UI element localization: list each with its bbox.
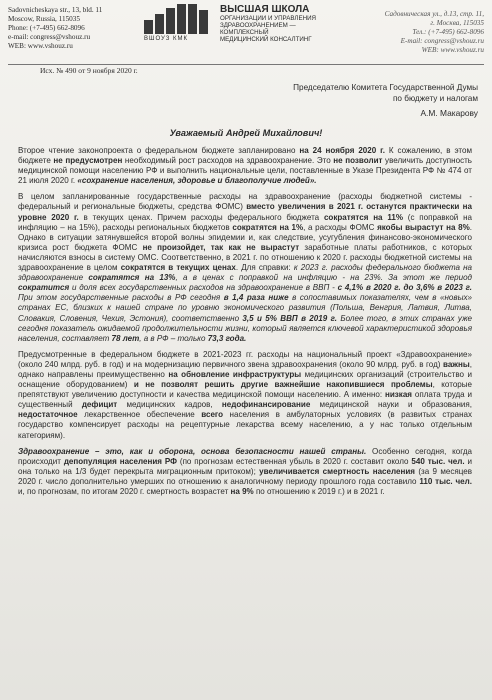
- text-run: Особенно сегодня, когда происходит: [18, 446, 472, 466]
- greeting: Уважаемый Андрей Михайлович!: [169, 128, 323, 138]
- address-line: Тел.: (+7-495) 662-8096: [412, 28, 484, 36]
- school-line: КОМПЛЕКСНЫЙ: [220, 29, 269, 36]
- text-run: всего: [201, 410, 224, 420]
- address-line: E-mail: congress@vshouz.ru: [400, 37, 484, 45]
- text-run: , а в РФ – только: [139, 333, 208, 343]
- school-line: ЗДРАВООХРАНЕНИЕМ —: [220, 22, 296, 29]
- letter-body: [18, 146, 472, 503]
- russian-address: [354, 10, 484, 55]
- text-run: лекарственное обеспечение: [77, 410, 202, 420]
- text-run: в сопоставимых показателях, чем в «новых» странах ЕС, близких к нашей стране по уровню экономического развития (Польша, Венгрия, Латвия, Литва, Словакия, Словения, Чехия, Эстония), соответственно: [18, 293, 472, 323]
- text-run: необходимый рост расходов на здравоохранение. Это: [122, 156, 334, 166]
- text-run: на обновление инфраструктуры: [168, 369, 302, 379]
- text-run: 110 тыс. чел.: [419, 476, 472, 486]
- logo: [144, 4, 228, 48]
- outgoing-number: Исх. № 490 от 9 ноября 2020 г.: [40, 66, 138, 75]
- school-title: ВЫСШАЯ ШКОЛА: [220, 4, 310, 15]
- text-run: 73,3 года.: [207, 333, 247, 343]
- text-run: увеличить доступность медицинской помощи населению РФ и выполнить национальные цели, поставленные в Указе Президента РФ № 474 от 21 июля 2020 г.: [18, 156, 472, 186]
- paragraph: [18, 146, 472, 186]
- text-run: на 24 ноября 2020 г.: [299, 146, 385, 155]
- address-line: Садовническая ул., д.13, стр. 11,: [384, 10, 484, 18]
- text-run: При этом государственные расходы в РФ сегодня: [18, 293, 224, 303]
- logo-caption: ВШОУЗ КМК: [144, 36, 188, 42]
- school-line: МЕДИЦИНСКИЙ КОНСАЛТИНГ: [220, 36, 312, 43]
- text-run: , а в ценах с поправкой на инфляцию - на 23%. За этот же период: [175, 273, 472, 283]
- text-run: важны: [442, 359, 470, 369]
- english-address: [8, 6, 138, 51]
- text-run: (с поправкой на инфляцию – на 15%), расходы региональных бюджетов: [18, 212, 473, 232]
- text-run: 3,5 и 5% ВВП в 2019 г.: [242, 313, 338, 323]
- text-run: Здравоохранение – это, как и оборона, основа безопасности нашей страны.: [18, 446, 367, 456]
- text-run: сократятся на 11%: [323, 212, 403, 222]
- text-run: «сохранение населения, здоровье и благополучие людей».: [77, 176, 317, 186]
- text-run: , которые препятствуют увеличению доступности и качества медицинской помощи населению. А именно:: [18, 380, 473, 400]
- recipient-line: по бюджету и налогам: [393, 94, 478, 103]
- paragraph: [18, 350, 472, 441]
- recipient-line: Председателю Комитета Государственной Думы: [293, 83, 478, 92]
- text-run: . Однако в ситуации затянувшейся второй волны эпидемии и, как следствие, усугубления финансово-экономического кризиса рост бюджета ФОМС: [18, 222, 472, 252]
- text-run: (за 9 месяцев 2020 г. число дополнительно умерших по отношению к аналогичному периоду прошлого года составило: [18, 466, 472, 486]
- text-run: медицинской науки и образования,: [310, 400, 472, 410]
- paragraph: [18, 447, 472, 497]
- text-run: не предусмотрен: [53, 156, 123, 166]
- text-run: низкая: [385, 390, 413, 400]
- text-run: (по прогнозам естественная убыль в 2020 г. составит около: [177, 456, 412, 466]
- text-run: и доля всех государственных расходов на здравоохранение в ВВП -: [69, 283, 338, 293]
- text-run: не произойдет, так как не вырастут: [142, 242, 300, 252]
- school-line: ОРГАНИЗАЦИИ И УПРАВЛЕНИЯ: [220, 15, 316, 22]
- text-run: не позволит: [333, 156, 383, 166]
- text-run: Более того, в этих странах уже сегодня показатель ожидаемой продолжительности жизни, который является ключевой характеристикой здоровья населения, составляет: [18, 313, 472, 343]
- text-run: оплата труда и существенный: [18, 390, 472, 410]
- text-run: медицинских организаций (строительство и оснащение оборудованием): [18, 369, 472, 390]
- text-run: сократится: [18, 283, 70, 293]
- text-run: недофинансирование: [221, 400, 311, 410]
- text-run: к 2023 г. расходы федерального бюджета на здравоохранение: [18, 263, 472, 283]
- logo-bars-icon: [144, 4, 228, 34]
- address-line: Sadovnicheskaya str., 13, bld. 11: [8, 6, 103, 14]
- text-run: на 9%: [230, 487, 254, 496]
- text-run: сократятся на 1%: [232, 222, 304, 232]
- text-run: и не позволят решить другие важнейшие накопившиеся проблемы: [133, 380, 433, 390]
- recipient-name: А.М. Макарову: [420, 108, 478, 118]
- text-run: в текущих ценах. Причем расходы федерального бюджета: [78, 212, 324, 222]
- text-run: , а расходы ФОМС: [303, 222, 378, 232]
- address-line: г. Москва, 115035: [430, 19, 484, 27]
- text-run: медицинских кадров,: [117, 400, 222, 410]
- text-run: с 4,1% в 2020 г. до 3,6% в 2023 г.: [337, 283, 473, 293]
- text-run: недостаточное: [18, 410, 78, 420]
- text-run: вместо увеличения в 2021 г. останутся практически на уровне 2020 г.: [18, 202, 472, 222]
- letterhead: [8, 4, 484, 62]
- text-run: дефицит: [81, 400, 118, 410]
- text-run: Предусмотренные в федеральном бюджете в 2021-2023 гг. расходы на национальный проект «Здравоохранение» (около 240 млрд. руб. в год) и на модернизацию первичного звена здравоохранения (около 90 млрд. руб. в год): [18, 349, 472, 369]
- address-line: WEB: www.vshouz.ru: [8, 42, 73, 50]
- school-name: [220, 4, 340, 43]
- paragraph: [18, 192, 472, 343]
- text-run: К сожалению, в этом бюджете: [18, 146, 472, 166]
- address-line: Moscow, Russia, 115035: [8, 15, 80, 23]
- text-run: населения в амбулаторных условиях (в развитых странах государство компенсирует расходы на рецептурные лекарства всему населению, а у нас только отдельным категориям).: [18, 410, 473, 440]
- text-run: увеличивается смертность населения: [259, 466, 415, 476]
- address-line: WEB: www.vshouz.ru: [421, 46, 484, 54]
- text-run: 540 тыс. чел.: [411, 456, 465, 466]
- text-run: сократятся в текущих ценах: [120, 263, 236, 273]
- address-line: e-mail: congress@vshouz.ru: [8, 33, 91, 41]
- text-run: , однако направлены преимущественно: [18, 359, 472, 379]
- text-run: по отношению к 2019 г.) и в 2021 г.: [253, 487, 385, 496]
- address-line: Phone: (+7-495) 662-8096: [8, 24, 85, 32]
- text-run: и, по прогнозам, по итогам 2020 г. смертность возрастет: [18, 487, 231, 496]
- text-run: 78 лет: [111, 333, 140, 343]
- header-divider: [8, 64, 484, 65]
- text-run: в 1,4 раза ниже: [223, 293, 289, 303]
- text-run: заработные платы работников, с которых начисляются взносы в систему ОМС. Соответственно, в 2021 г. по отношению к 2020 г. расходы бюджетной системы на здравоохранение в целом: [18, 242, 473, 273]
- text-run: Второе чтение законопроекта о федеральном бюджете запланировано: [18, 146, 300, 155]
- text-run: якобы вырастут на 8%: [377, 222, 470, 232]
- text-run: В целом запланированные государственные расходы на здравоохранение (расходы бюджетной системы - федеральный и региональные бюджеты, средства ФОМС): [18, 192, 472, 212]
- text-run: и она только на 1/3 будет перекрыта миграционным притоком);: [18, 456, 473, 476]
- text-run: сократятся на 13%: [88, 273, 176, 283]
- text-run: депопуляция населения РФ: [63, 456, 177, 466]
- text-run: . Для справки:: [235, 263, 294, 273]
- recipient-block: [258, 82, 478, 119]
